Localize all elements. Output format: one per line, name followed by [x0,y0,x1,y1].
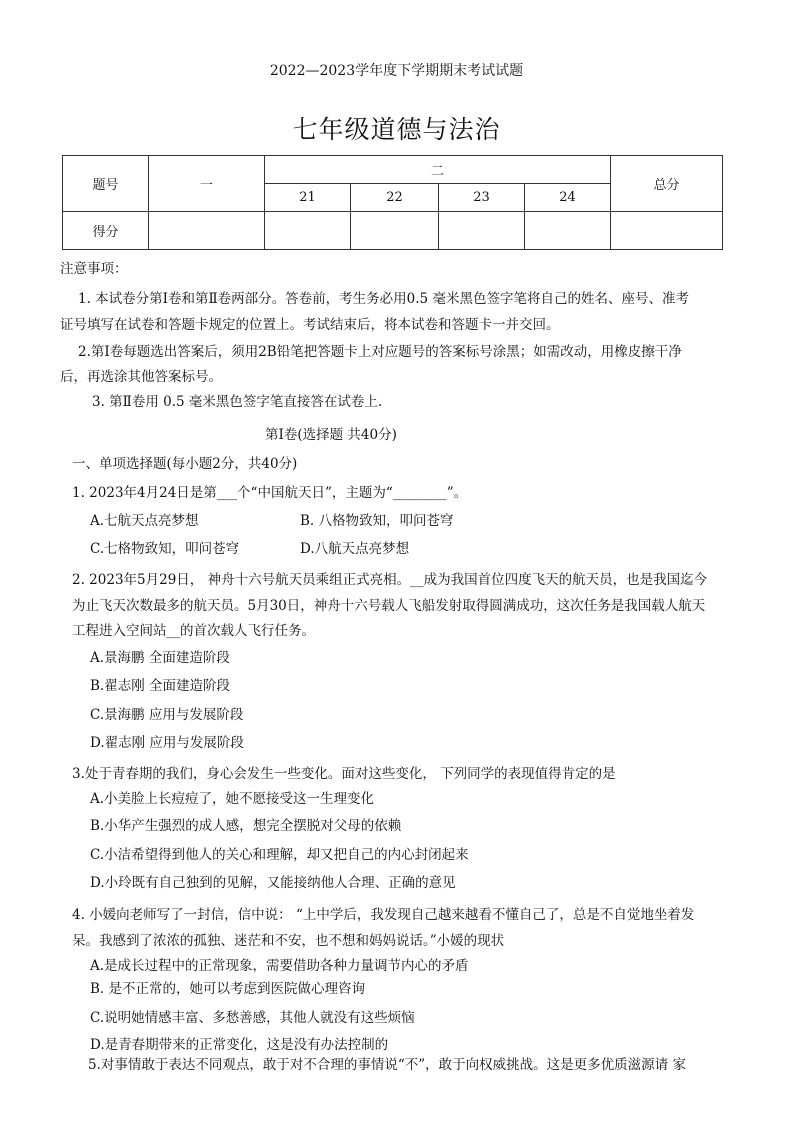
exam-title: 七年级道德与法治 [292,115,501,144]
score-cell-part-one[interactable] [149,211,265,249]
score-table-qnum-label: 题号 [63,156,149,212]
q4-option-c: C.说明她情感丰富、多愁善感，其他人就没有这些烦恼 [90,1010,415,1026]
score-table-score-label: 得分 [63,211,149,249]
q2-option-c: C.景海鹏 应用与发展阶段 [90,707,244,723]
score-cell-q23[interactable] [439,211,525,249]
q3-option-a: A.小美脸上长痘痘了，她不愿接受这一生理变化 [90,791,375,807]
notice-item-2-line-1: 2.第Ⅰ卷每题选出答案后，须用2B铅笔把答题卡上对应题号的答案标号涂黑；如需改动，用橡皮擦干净 [78,344,682,360]
exam-subtitle: 2022—2023学年度下学期期末考试试题 [269,63,524,79]
q2-option-d: D.翟志刚 应用与发展阶段 [90,735,244,751]
q3-option-c: C.小洁希望得到他人的关心和理解，却又把自己的内心封闭起来 [90,847,469,863]
score-table-q22: 22 [351,184,439,211]
q3-option-d: D.小玲既有自己独到的见解，又能接纳他人合理、正确的意见 [90,875,456,891]
q2-stem-line-3: 工程进入空间站__的首次载人飞行任务。 [72,623,315,639]
score-cell-q22[interactable] [351,211,439,249]
notice-item-2-line-2: 后，再选涂其他答案标号。 [60,369,222,385]
q1-option-b: B. 八格物致知，叩问苍穹 [300,513,454,529]
score-table-part-two: 二 [265,156,611,184]
score-table [62,155,723,250]
score-cell-q21[interactable] [265,211,351,249]
q3-option-b: B.小华产生强烈的成人感，想完全摆脱对父母的依赖 [90,818,402,834]
q1-option-d: D.八航天点亮梦想 [300,541,410,557]
q2-option-b: B.翟志刚 全面建造阶段 [90,678,231,694]
q1-option-a: A.七航天点亮梦想 [90,513,199,529]
q4-stem-line-1: 4. 小媛向老师写了一封信，信中说： “上中学后，我发现自己越来越看不懂自己了，总是不自觉地坐着发 [72,907,695,923]
notice-item-3: 3. 第Ⅱ卷用 0.5 毫米黑色签字笔直接答在试卷上. [92,394,383,410]
notice-item-1-line-2: 证号填写在试卷和答题卡规定的位置上。考试结束后，将本试卷和答题卡一并交回。 [60,317,560,333]
score-table-part-one: 一 [149,156,265,212]
q1-stem: 1. 2023年4月24日是第___个“中国航天日”，主题为“________”。 [72,485,468,501]
q4-stem-line-2: 呆。我感到了浓浓的孤独、迷茫和不安，也不想和妈妈说话。”小媛的现状 [72,933,505,949]
section-heading-single-choice: 一、单项选择题(每小题2分，共40分) [72,456,298,472]
q4-option-b: B. 是不正常的，她可以考虑到医院做心理咨询 [90,981,366,997]
score-table-q24: 24 [525,184,611,211]
notice-heading: 注意事项： [60,261,128,277]
notice-item-1-line-1: 1. 本试卷分第Ⅰ卷和第Ⅱ卷两部分。答卷前，考生务必用0.5 毫米黑色签字笔将自己的姓名、座号、准考 [78,291,689,307]
q3-stem: 3.处于青春期的我们，身心会发生一些变化。面对这些变化， 下列同学的表现值得肯定的是 [72,766,616,782]
q5-stem-line-1: 5.对事情敢于表达不同观点，敢于对不合理的事情说“不”，敢于向权威挑战。这是更多优质滋源请 家 [88,1057,686,1073]
score-table-total-label: 总分 [611,156,723,212]
score-cell-q24[interactable] [525,211,611,249]
score-table-q23: 23 [439,184,525,211]
score-cell-total[interactable] [611,211,723,249]
part-one-heading: 第Ⅰ卷(选择题 共40分) [265,427,397,443]
q2-stem-line-1: 2. 2023年5月29日， 神舟十六号航天员乘组正式亮相。__成为我国首位四度飞天的航天员，也是我国迄今 [72,572,708,588]
q1-option-c: C.七格物致知，叩问苍穹 [90,541,240,557]
q4-option-d: D.是青春期带来的正常变化，这是没有办法控制的 [90,1037,389,1053]
q2-option-a: A.景海鹏 全面建造阶段 [90,650,230,666]
score-table-q21: 21 [265,184,351,211]
q2-stem-line-2: 为止飞天次数最多的航天员。5月30日，神舟十六号载人飞船发射取得圆满成功，这次任务是我国载人航天 [72,598,706,614]
q4-option-a: A.是成长过程中的正常现象，需要借助各种力量调节内心的矛盾 [90,958,469,974]
